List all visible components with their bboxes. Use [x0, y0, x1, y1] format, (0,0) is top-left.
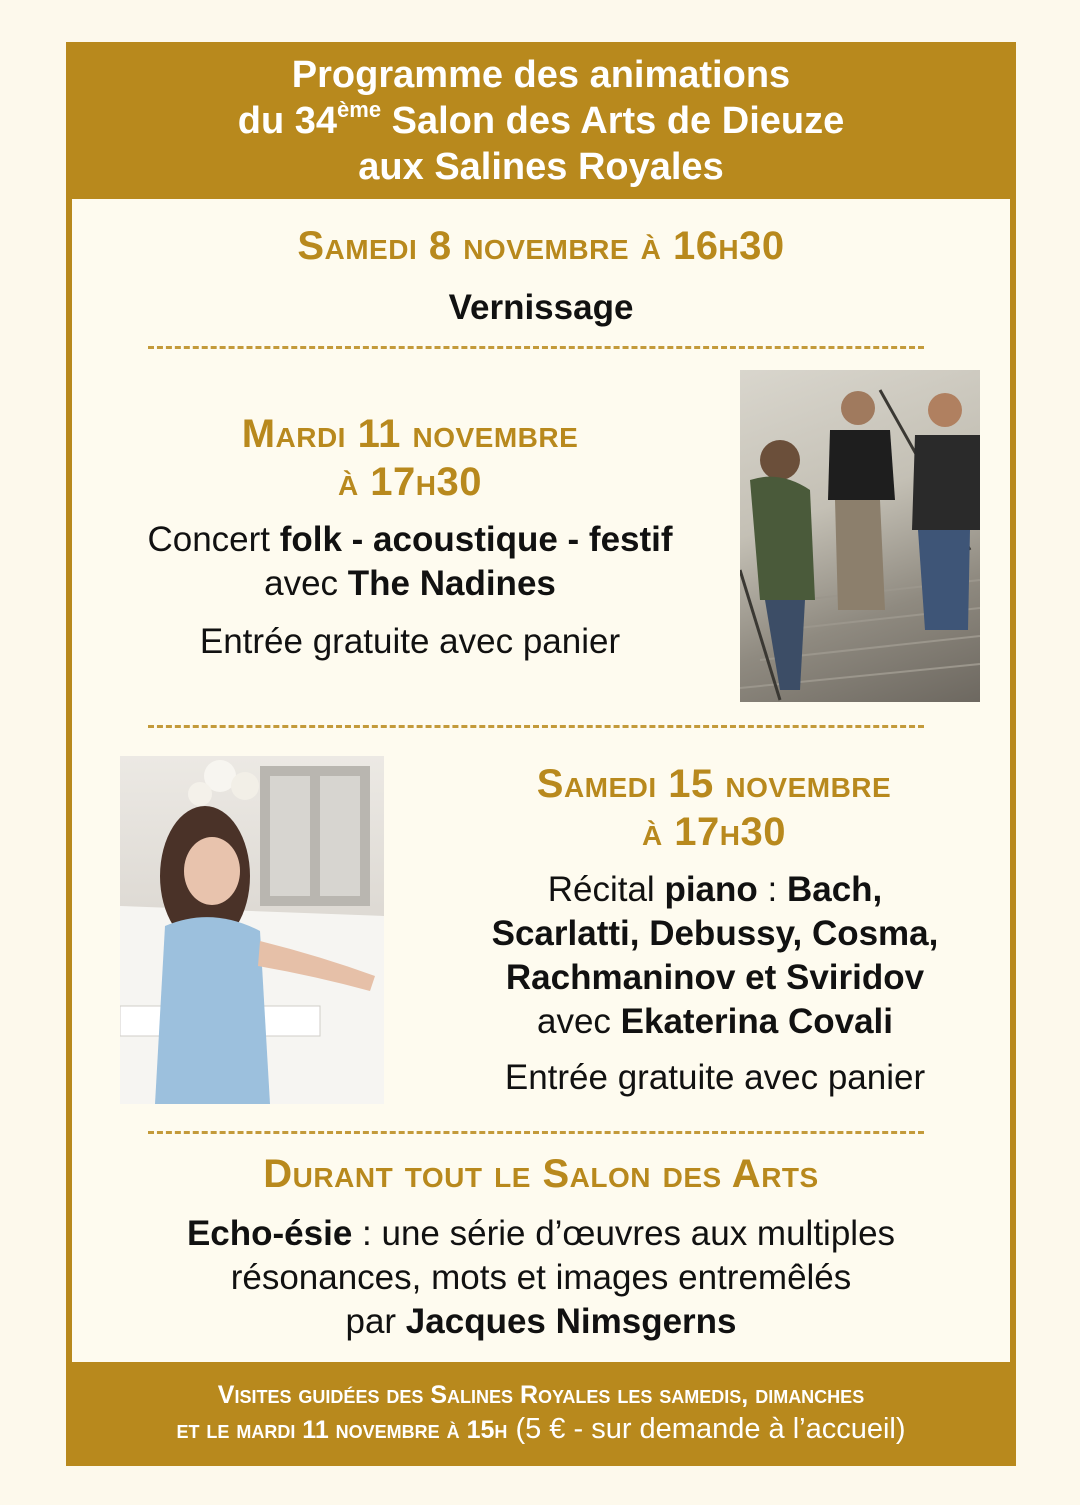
event3-colon: : — [757, 870, 787, 909]
event4-by — [72, 1300, 1010, 1344]
poster-footer — [66, 1362, 1016, 1466]
event3-with-pre: avec — [537, 1002, 621, 1041]
event3-with — [430, 1000, 1000, 1044]
event4-description — [72, 1212, 1010, 1344]
event3-entry: Entrée gratuite avec panier — [504, 1058, 926, 1097]
event3-composers-line2: Scarlatti, Debussy, Cosma, — [491, 914, 939, 953]
event1-date: Samedi 8 novembre à 16h30 — [297, 224, 785, 268]
event2-date — [100, 410, 720, 506]
event4-title: Durant tout le Salon des Arts — [263, 1152, 819, 1196]
band-photo — [740, 370, 980, 702]
event3-composer-1: Bach, — [786, 870, 883, 909]
event3-instrument: piano — [664, 870, 758, 909]
header-superscript: ème — [337, 97, 382, 122]
pianist-photo-icon — [120, 756, 384, 1104]
poster-header — [66, 42, 1016, 199]
footer-line-2-bold: et le mardi 11 novembre à 15h — [176, 1416, 508, 1444]
divider-3 — [148, 1131, 924, 1134]
divider-1 — [148, 346, 924, 349]
event2-entry: Entrée gratuite avec panier — [199, 622, 621, 661]
divider-2 — [148, 725, 924, 728]
footer-line-2 — [66, 1412, 1016, 1447]
event3-composers-line3: Rachmaninov et Sviridov — [505, 958, 925, 997]
event4-by-pre: par — [345, 1302, 406, 1341]
header-line-3: aux Salines Royales — [358, 146, 724, 188]
event2-desc-line1 — [100, 518, 720, 562]
event1-title: Vernissage — [448, 288, 634, 327]
header-line-2 — [66, 98, 1016, 144]
footer-line-2-normal: (5 € - sur demande à l’accueil) — [507, 1413, 906, 1445]
band-photo-icon — [740, 370, 980, 702]
header-line-2-pre: du 34 — [237, 100, 338, 142]
event2-performer: The Nadines — [347, 564, 556, 603]
event3-date-line2: à 17h30 — [641, 810, 787, 854]
event2-desc-pre: Concert — [147, 520, 280, 559]
event3-date — [440, 760, 988, 856]
event2-desc-line2 — [100, 562, 720, 606]
event2-description — [100, 518, 720, 606]
event4-desc-line1 — [72, 1212, 1010, 1256]
pianist-photo — [120, 756, 384, 1104]
event4-desc-part1: : une série d’œuvres aux multiples — [352, 1214, 896, 1253]
event4-work-name: Echo-ésie — [186, 1214, 353, 1253]
event4-artist: Jacques Nimsgerns — [405, 1302, 737, 1341]
event3-desc-pre: Récital — [547, 870, 665, 909]
footer-line-1: Visites guidées des Salines Royales les samedis, dimanches — [217, 1381, 865, 1409]
event2-date-line1: Mardi 11 novembre — [241, 412, 579, 456]
event4-desc-line2: résonances, mots et images entremêlés — [230, 1258, 852, 1297]
header-line-2-post: Salon des Arts de Dieuze — [381, 100, 845, 142]
event3-desc-line1 — [430, 868, 1000, 912]
event2-date-line2: à 17h30 — [337, 460, 483, 504]
event3-performer: Ekaterina Covali — [620, 1002, 893, 1041]
header-line-1: Programme des animations — [291, 54, 791, 96]
event2-genre: folk - acoustique - festif — [279, 520, 673, 559]
event3-description — [430, 868, 1000, 1044]
event2-with-pre: avec — [264, 564, 348, 603]
event3-date-line1: Samedi 15 novembre — [536, 762, 892, 806]
